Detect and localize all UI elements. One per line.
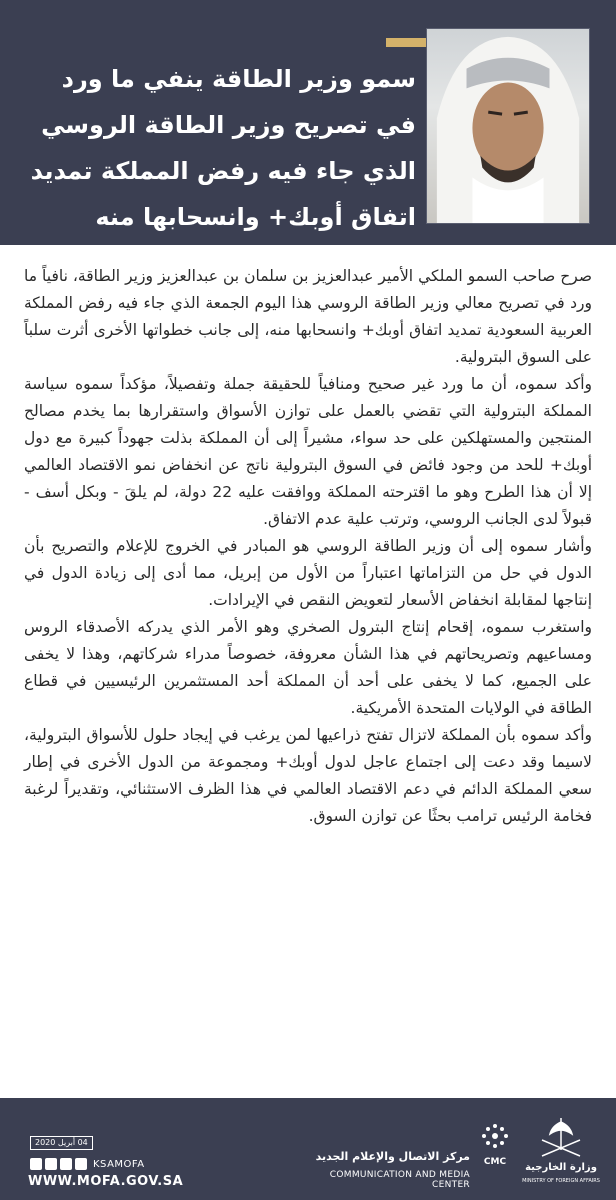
youtube-icon[interactable] <box>45 1158 57 1170</box>
svg-text:MINISTRY OF FOREIGN AFFAIRS: MINISTRY OF FOREIGN AFFAIRS <box>522 1178 600 1184</box>
social-handle[interactable]: KSAMOFA <box>93 1158 145 1170</box>
headline: سمو وزير الطاقة ينفي ما ورد في تصريح وزير الطاقة الروسي الذي جاء فيه رفض المملكة تمديد اتفاق أوبك+ وانسحابها منه <box>30 65 416 231</box>
publish-date: 04 أبريل 2020 <box>30 1136 93 1150</box>
article-paragraph: صرح صاحب السمو الملكي الأمير عبدالعزيز بن سلمان بن عبدالعزيز وزير الطاقة، نافياً ما ورد في تصريح معالي وزير الطاقة الروسي هذا اليوم الجمعة الذي جاء فيه رفض المملكة العربية السعودية تمديد اتفاق أوبك+ وانسحابها منه، إلى جانب خطواتها الأخرى أثرت سلباً على السوق البترولية. <box>24 267 592 366</box>
svg-text:CMC: CMC <box>483 1157 507 1167</box>
article-paragraph: وأكد سموه، أن ما ورد غير صحيح ومنافياً للحقيقة جملة وتفصيلاً، مؤكداً سموه سياسة المملكة البترولية التي تقضي بالعمل على توازن الأسواق واستقرارها بما يخدم مصالح المنتجين والمستهلكين على حد سواء، مشيراً إلى أن المملكة بذلت جهوداً كبيرة مع دول أوبك+ للحد من وجود فائض في السوق البترولية ناتج عن انخفاض نمو الاقتصاد العالمي إلا أن هذا الطرح وهو ما اقترحته المملكة ووافقت عليه 22 دولة، لم يلقَ - وبكل أسف - قبولاً لدى الجانب الروسي، وترتب علية عدم الاتفاق. <box>24 375 593 528</box>
ministry-emblem <box>522 1112 600 1186</box>
svg-text:وزارة الخارجية: وزارة الخارجية <box>525 1162 597 1173</box>
twitter-icon[interactable] <box>75 1158 87 1170</box>
minister-photo <box>426 28 590 224</box>
cmc-name-arabic: مركز الاتصال والإعلام الجديد <box>315 1150 470 1163</box>
cmc-name-english: COMMUNICATION AND MEDIA CENTER <box>329 1170 470 1190</box>
article-paragraph: واستغرب سموه، إقحام إنتاج البترول الصخري وهو الأمر الذي يدركه الأصدقاء الروس ومساعيهم وتصريحاتهم في هذا الشأن معروفة، خصوصاً مدراء شركاتهم، وهذا لا يخفى على الجميع، كما لا يخفى على أحد أن المملكة أحد المستثمرين الرئيسيين في قطاع الطاقة في الولايات المتحدة الأمريكية. <box>24 618 592 717</box>
cmc-logo <box>480 1120 510 1180</box>
footer-bar <box>0 1098 616 1200</box>
article-body <box>24 263 592 830</box>
social-links <box>30 1156 145 1172</box>
snapchat-icon[interactable] <box>30 1158 42 1170</box>
website-link[interactable]: WWW.MOFA.GOV.SA <box>28 1174 184 1189</box>
article-paragraph: وأشار سموه إلى أن وزير الطاقة الروسي هو المبادر في الخروج للإعلام والتصريح بأن الدول في حل من التزاماتها اعتباراً من الأول من إبريل، مما أدى إلى زيادة الدول في إنتاجها لمقابلة انخفاض الأسعار لتعويض النقص في الإيرادات. <box>24 537 592 609</box>
article-paragraph: وأكد سموه بأن المملكة لاتزال تفتح ذراعيها لمن يرغب في إيجاد حلول للأسواق البترولية، لاسيما وقد دعت إلى اجتماع عاجل لدول أوبك+ ومجموعة من الدول الأخرى في إطار سعي المملكة الدائم في دعم الاقتصاد العالمي في هذا الظرف الاستثنائي، وتقديراً لرغبة فخامة الرئيس ترامب بحثًا عن توازن السوق. <box>24 726 592 825</box>
instagram-icon[interactable] <box>60 1158 72 1170</box>
header-banner <box>0 0 616 245</box>
